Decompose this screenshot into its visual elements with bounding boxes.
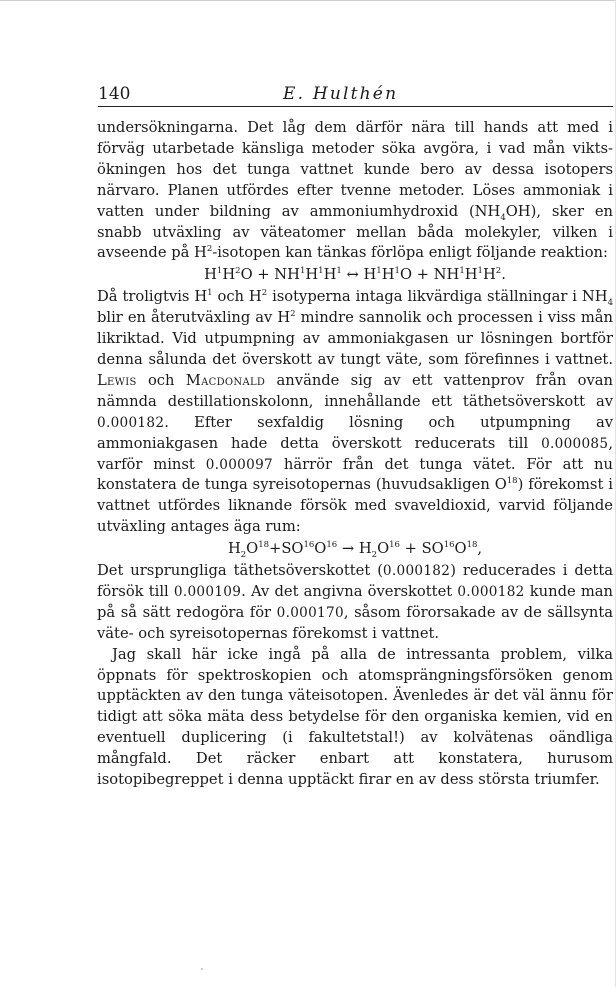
eq-term: H — [464, 266, 478, 284]
paragraph-3-text: , såsom förorsakade av de sällsynta väte- och syreisotopernas förekomst i vattnet. — [97, 603, 613, 642]
subscript: 4 — [500, 212, 506, 223]
density-value: 0.000109 — [173, 583, 242, 600]
paragraph-2-text: . Efter sexfaldig lösning och utpumpning av ammoniakgasen hade detta överskott reducerats till — [97, 413, 613, 452]
subscript: 4 — [607, 298, 613, 309]
equation-sulfur-dioxide-exchange — [97, 539, 613, 560]
scan-speck — [201, 968, 203, 970]
paragraph-3-text: ) reducerades i detta försök till — [97, 562, 613, 600]
superscript: 18 — [466, 540, 478, 551]
paragraph-2-text: ) förekomst i vattnet utfördes liknande försök med svaveldioxid, varvid följande utväxling antages äga rum: — [97, 476, 613, 536]
running-head-author: E. Hulthén — [283, 84, 399, 104]
superscript: 1 — [216, 266, 223, 277]
paragraph-2-text: mindre sannolik och processen i viss mån likriktad. Vid utpumpning av ammoniakgasen ur lösningen bortför denna sålunda det överskott av tungt väte, som förefinnes i vattnet. — [97, 309, 613, 368]
paragraph-3-text: kunde man på så sätt redogöra för — [97, 582, 613, 621]
eq-term: H — [363, 266, 377, 284]
superscript: 1 — [394, 266, 400, 277]
reaction-arrow: → — [341, 540, 355, 558]
eq-term: H — [381, 266, 395, 284]
eq-term: O — [454, 540, 467, 558]
page-header — [98, 84, 613, 110]
density-value: 0.000097 — [205, 456, 273, 473]
superscript: 1 — [318, 266, 324, 277]
paragraph-2-text: , varför minst — [97, 434, 613, 473]
eq-term: H — [222, 266, 236, 284]
eq-term: , — [477, 540, 483, 558]
superscript: 1 — [459, 266, 465, 277]
superscript: 2 — [290, 309, 296, 320]
eq-term: H — [323, 266, 337, 284]
paragraph-2 — [97, 287, 613, 538]
eq-term: O — [246, 540, 259, 558]
superscript: 2 — [206, 244, 213, 255]
paragraph-1 — [97, 118, 613, 264]
subscript: 2 — [240, 550, 247, 561]
superscript: 1 — [207, 288, 213, 299]
superscript: 18 — [258, 540, 270, 551]
paragraph-3 — [97, 561, 613, 645]
superscript: 2 — [495, 266, 502, 277]
paragraph-2-text: härrör från det tunga vätet. För att nu konstatera de tunga syreisotopernas (huvudsakligen O — [97, 455, 613, 494]
eq-term: H — [227, 540, 241, 558]
equation-ammonia-exchange — [97, 265, 613, 286]
paragraph-1-text-b: OH), sker en snabb utväxling av väteatomer mellan båda molekyler, vilken i avseende på H — [97, 202, 614, 262]
eq-term: . — [501, 266, 506, 284]
paragraph-2-text: och H — [212, 288, 262, 306]
page-number: 140 — [98, 84, 131, 104]
density-value: 0.000182 — [97, 414, 165, 431]
eq-term: O + NH — [240, 266, 300, 284]
eq-term: H — [204, 266, 217, 284]
author-name-lewis: Lewis — [97, 371, 137, 389]
eq-term: H — [482, 266, 496, 284]
superscript: 16 — [443, 540, 455, 551]
superscript: 2 — [261, 288, 268, 299]
subscript: 2 — [371, 550, 378, 561]
paragraph-2-text: blir en återutväxling av H — [97, 309, 291, 327]
paragraph-1-text-a: undersökningarna. Det låg dem därför nära till hands att med i förväg utarbetade känsliga metoder söka avgöra, i vad mån viktsökningen hos det tunga vattnet kunde bero av dessa isotopers närvaro. Planen utfördes efter tvenne metoder. Löses ammoniak i vatten under bildning av ammoniumhydroxid (NH — [97, 119, 613, 220]
density-value: 0.000182 — [382, 563, 451, 580]
header-rule — [98, 106, 613, 107]
density-value: 0.000170 — [276, 604, 344, 621]
eq-term: O — [377, 540, 390, 558]
superscript: 1 — [336, 266, 342, 277]
density-value: 0.000085 — [541, 435, 609, 452]
eq-term: + SO — [399, 540, 444, 558]
superscript: 2 — [235, 266, 241, 277]
equilibrium-arrow: ↔ — [346, 266, 359, 284]
eq-term: O + NH — [399, 266, 460, 284]
eq-term: O — [314, 540, 327, 558]
paragraph-2-text: Då troligtvis H — [97, 288, 208, 306]
eq-term: H — [358, 540, 372, 558]
paragraph-4: Jag skall här icke ingå på alla de intressanta problem, vilka öppnats för spektroskopien och atomsprängningsförsöken genom upptäckten av den tunga väteisotopen. Ävenledes är det väl ännu för tidigt att söka mäta dess betydelse för den organiska kemien, vid en eventuell duplicering (i fakultetstal!) av kolvätenas oändliga mångfald. Det räcker enbart att konstatera, hurusom isotopibegreppet i denna upptäckt firar en av dess största triumfer. — [97, 645, 613, 789]
paragraph-2-text: isotyperna intaga likvärdiga ställningar i NH — [267, 288, 608, 306]
superscript: 1 — [376, 266, 382, 277]
eq-term: +SO — [269, 540, 304, 558]
paragraph-1-text-c: -isotopen kan tänkas förlöpa enligt följande reaktion: — [212, 244, 608, 262]
superscript: 16 — [303, 540, 315, 551]
superscript: 16 — [326, 540, 338, 551]
paragraph-3-text: Det ursprungliga täthetsöverskottet ( — [97, 562, 383, 580]
paragraph-2-text: och — [136, 371, 186, 389]
paragraph-3-text: . Av det angivna överskottet — [241, 582, 458, 600]
superscript: 18 — [506, 476, 518, 487]
scan-top-edge — [0, 0, 616, 1]
body-text — [97, 118, 613, 791]
eq-term: H — [305, 266, 319, 284]
superscript: 16 — [389, 540, 400, 551]
paragraph-2-text: använde sig av ett vattenprov från ovan nämnda destillationskolonn, innehållande ett täthetsöverskott av — [97, 371, 613, 410]
author-name-macdonald: Macdonald — [185, 371, 266, 389]
superscript: 1 — [299, 266, 306, 277]
density-value: 0.000182 — [457, 583, 525, 600]
superscript: 1 — [477, 266, 483, 277]
